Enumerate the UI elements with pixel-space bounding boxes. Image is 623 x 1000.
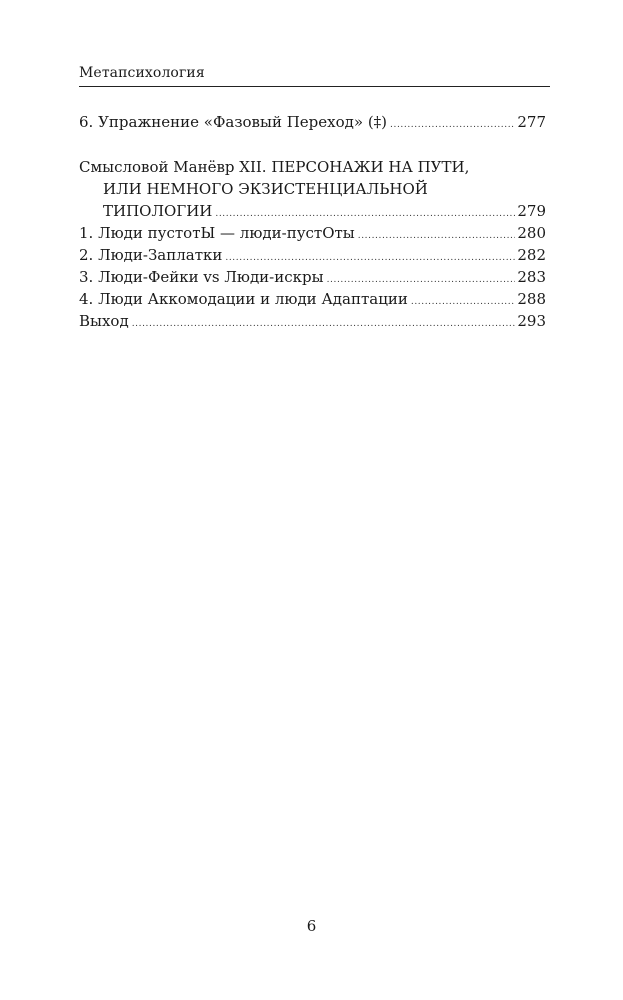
toc-entry xyxy=(79,311,546,331)
toc-entry-title: 4. Люди Аккомодации и люди Адаптации xyxy=(79,290,408,308)
toc-dot-leader xyxy=(411,297,516,307)
running-header xyxy=(79,62,550,87)
toc-section-title-line-3 xyxy=(103,201,546,221)
toc-entry-title: 6. Упражнение «Фазовый Переход» (‡) xyxy=(79,113,388,131)
toc-entry-title: 3. Люди-Фейки vs Люди-искры xyxy=(79,268,324,286)
toc-entry-page: 288 xyxy=(517,290,546,308)
toc-entry xyxy=(79,245,546,265)
toc-dot-leader xyxy=(215,209,515,219)
toc-dot-leader xyxy=(327,275,516,285)
toc-entry xyxy=(79,289,546,309)
toc-entry-exercise xyxy=(79,112,546,132)
toc-dot-leader xyxy=(390,120,515,130)
toc-entry-title: 2. Люди-Заплатки xyxy=(79,246,223,264)
running-header-title: Метапсихология xyxy=(79,65,205,81)
toc-section-title-line-2: ИЛИ НЕМНОГО ЭКЗИСТЕНЦИАЛЬНОЙ xyxy=(103,180,428,198)
toc-entry xyxy=(79,267,546,287)
toc-entry-page: 280 xyxy=(517,224,546,242)
toc-dot-leader xyxy=(225,253,515,263)
toc-entry-page: 283 xyxy=(517,268,546,286)
toc-entry-page: 282 xyxy=(517,246,546,264)
toc-entry-title: Выход xyxy=(79,312,129,330)
toc-section-title-text: ТИПОЛОГИИ xyxy=(103,202,213,220)
toc-entry-page: 293 xyxy=(517,312,546,330)
toc-entry-title: 1. Люди пустотЫ — люди-пустОты xyxy=(79,224,355,242)
toc-entry xyxy=(79,223,546,243)
toc-entry-page: 277 xyxy=(517,113,546,131)
toc-dot-leader xyxy=(132,319,516,329)
toc-section-title-line-1: Смысловой Манёвр XII. ПЕРСОНАЖИ НА ПУТИ, xyxy=(79,158,470,176)
toc-dot-leader xyxy=(358,231,516,241)
toc-section-page: 279 xyxy=(517,202,546,220)
page-number: 6 xyxy=(306,917,317,935)
